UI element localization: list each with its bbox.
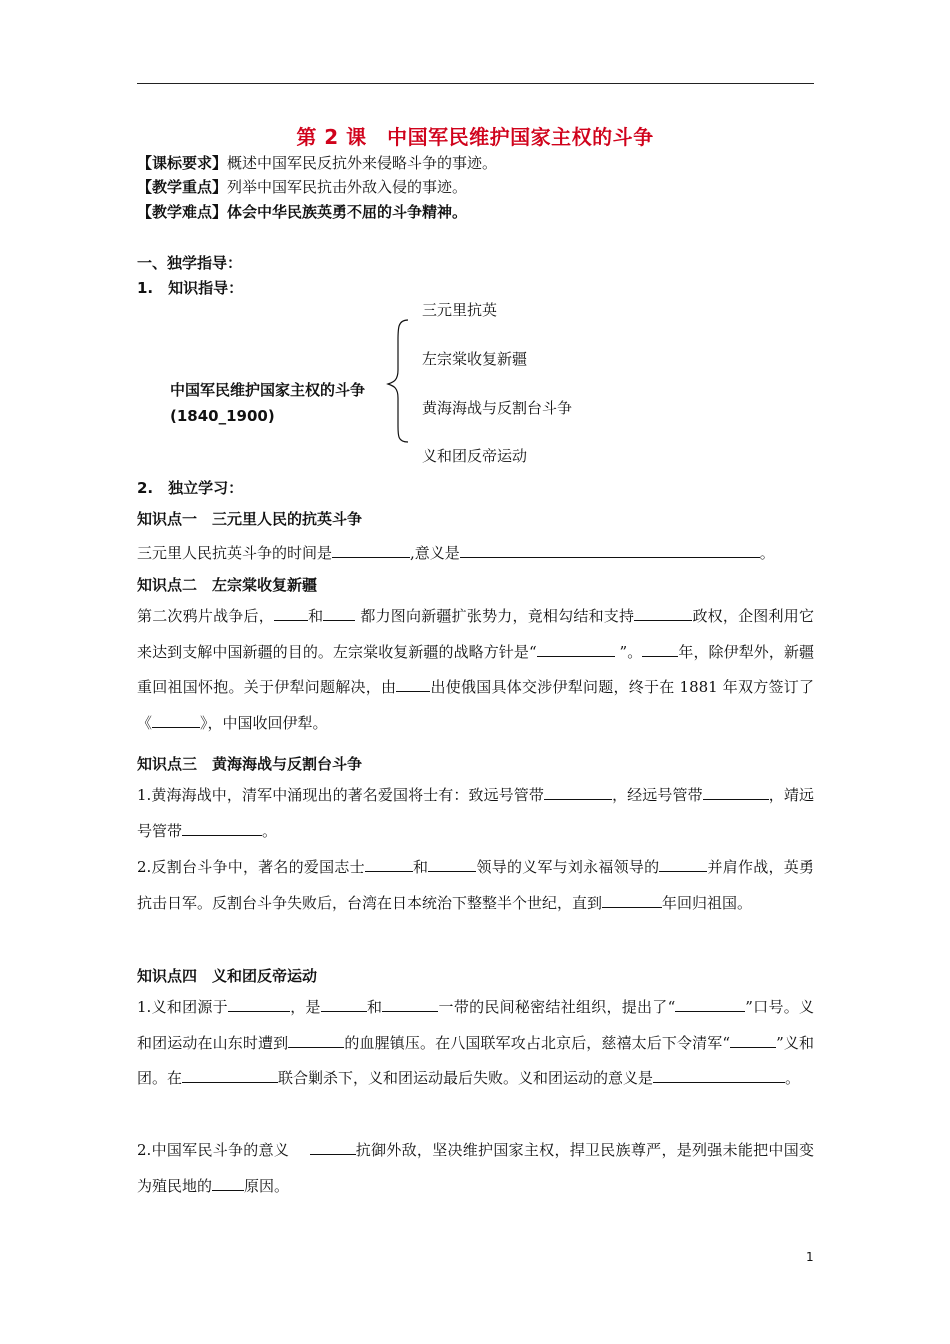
k4-paragraph-1	[137, 990, 814, 1097]
k3-paragraph-2	[137, 850, 814, 921]
fill-blank[interactable]	[382, 995, 438, 1012]
diagram-branch: 左宗棠收复新疆	[422, 350, 528, 368]
fill-blank[interactable]	[228, 995, 290, 1012]
text: ,意义是	[410, 544, 460, 562]
k3-paragraph-1	[137, 778, 814, 849]
requirement-label: 【教学难点】	[137, 203, 228, 221]
text: 三元里人民抗英斗争的时间是	[137, 544, 333, 562]
text: 一带的民间秘密结社组织，提出了“	[438, 998, 676, 1016]
k2-paragraph	[137, 599, 814, 741]
fill-blank[interactable]	[152, 711, 200, 728]
text: 政权，企图利用它来达到支解中国新疆的目的。左宗棠收复新疆的战略方针是“	[137, 607, 814, 661]
text: 。	[785, 1069, 801, 1087]
fill-blank[interactable]	[675, 995, 745, 1012]
fill-blank[interactable]	[653, 1066, 785, 1083]
fill-blank[interactable]	[332, 541, 410, 558]
text: 2.中国军民斗争的意义	[137, 1141, 305, 1159]
page-number: 1	[806, 1250, 814, 1264]
text: 》，中国收回伊犁。	[200, 713, 328, 732]
text: 和	[412, 858, 429, 876]
fill-blank[interactable]	[274, 604, 308, 621]
requirement-text: 列举中国军民抗击外敌入侵的事迹。	[227, 178, 468, 196]
lesson-title: 第 2 课 中国军民维护国家主权的斗争	[296, 125, 654, 149]
header-rule	[137, 83, 814, 84]
fill-blank[interactable]	[460, 541, 760, 558]
requirement-focus	[137, 177, 467, 197]
text: ，是	[289, 998, 321, 1016]
fill-blank[interactable]	[544, 783, 612, 800]
fill-blank[interactable]	[182, 1066, 278, 1083]
knowledge-heading: 知识点三 黄海海战与反割台斗争	[137, 755, 363, 773]
fill-blank[interactable]	[396, 675, 430, 692]
text: ”口号。义和团运动在山东时遭到	[137, 998, 814, 1052]
text: ，经远号管带	[611, 786, 703, 804]
text: 抗御外敌，坚决维护国家主权，捍卫民族尊严，是列强未能把中国变为殖民地的	[137, 1141, 814, 1195]
text: 联合剿杀下，义和团运动最后失败。义和团运动的意义是	[278, 1069, 654, 1087]
diagram-root-years: (1840_1900)	[170, 407, 275, 425]
item-heading: 2. 独立学习：	[137, 479, 244, 497]
text: ”。	[619, 642, 643, 661]
fill-blank[interactable]	[537, 640, 615, 657]
fill-blank[interactable]	[730, 1031, 776, 1048]
fill-blank[interactable]	[310, 1138, 356, 1155]
fill-blank[interactable]	[212, 1174, 244, 1191]
knowledge-heading: 知识点一 三元里人民的抗英斗争	[137, 510, 363, 528]
fill-blank[interactable]	[288, 1031, 344, 1048]
text: 年回归祖国。	[662, 893, 753, 912]
diagram-branch: 三元里抗英	[422, 301, 498, 319]
requirement-standard	[137, 153, 497, 173]
fill-blank[interactable]	[321, 995, 367, 1012]
fill-blank[interactable]	[703, 783, 769, 800]
knowledge-heading: 知识点二 左宗棠收复新疆	[137, 576, 318, 594]
requirement-text: 体会中华民族英勇不屈的斗争精神。	[227, 203, 468, 221]
diagram-brace	[386, 318, 414, 444]
requirement-label: 【课标要求】	[137, 154, 228, 172]
knowledge-heading: 知识点四 义和团反帝运动	[137, 967, 318, 985]
fill-blank[interactable]	[323, 604, 355, 621]
text: 的血腥镇压。在八国联军攻占北京后，慈禧太后下令清军“	[344, 1033, 731, 1052]
requirement-text: 概述中国军民反抗外来侵略斗争的事迹。	[227, 154, 498, 172]
diagram-root-title: 中国军民维护国家主权的斗争	[170, 381, 366, 399]
k4-paragraph-2	[137, 1133, 814, 1204]
requirement-difficulty	[137, 202, 467, 222]
text: 和	[366, 998, 383, 1016]
fill-blank[interactable]	[365, 855, 413, 872]
text: 1.义和团源于	[137, 998, 228, 1016]
text: 第二次鸦片战争后，	[137, 607, 274, 625]
text: 并肩作战，英勇抗击日军。反割台斗争失败后，台湾在日本统治下整整半个世纪，直到	[137, 858, 814, 912]
requirement-label: 【教学重点】	[137, 178, 228, 196]
fill-blank[interactable]	[642, 640, 678, 657]
text: 2.反割台斗争中，著名的爱国志士	[137, 858, 365, 876]
text: 。	[262, 821, 278, 840]
text: 和	[307, 607, 324, 625]
fill-blank[interactable]	[634, 604, 692, 621]
text: ，靖远号管带	[137, 786, 814, 840]
text: 都力图向新疆扩张势力，竟相勾结和支持	[360, 607, 635, 625]
fill-blank[interactable]	[602, 891, 662, 908]
item-heading: 1. 知识指导：	[137, 279, 244, 297]
fill-blank[interactable]	[428, 855, 476, 872]
text: 原因。	[244, 1176, 290, 1195]
fill-blank[interactable]	[182, 819, 262, 836]
k1-text	[137, 541, 775, 563]
section-heading: 一、独学指导：	[137, 254, 243, 272]
diagram-root	[170, 377, 365, 429]
text: 1.黄海海战中，清军中涌现出的著名爱国将士有：致远号管带	[137, 786, 544, 804]
text: 出使俄国具体交涉伊犁问题，终于在 1881 年双方签订了《	[137, 678, 814, 732]
diagram-branch: 黄海海战与反割台斗争	[422, 399, 573, 417]
text: 年，除伊犁外，新疆重回祖国怀抱。关于伊犁问题解决，由	[137, 642, 814, 696]
text: 。	[759, 544, 775, 562]
fill-blank[interactable]	[659, 855, 707, 872]
text: 领导的义军与刘永福领导的	[476, 858, 660, 876]
text: ”义和团。在	[137, 1033, 815, 1087]
diagram-branch: 义和团反帝运动	[422, 447, 528, 465]
